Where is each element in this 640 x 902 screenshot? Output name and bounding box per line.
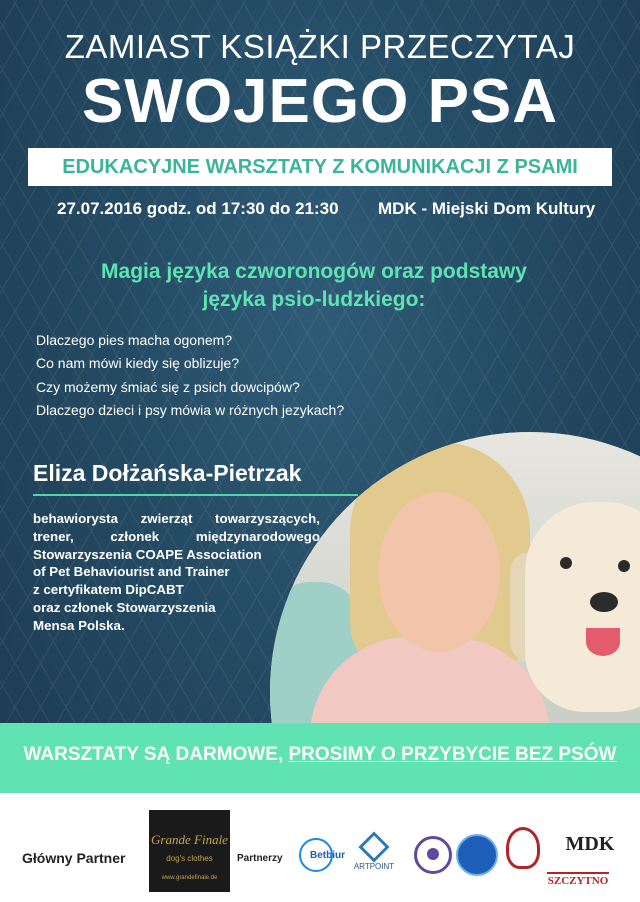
notice-text	[0, 744, 640, 766]
question-item: Dlaczego pies macha ogonem?	[36, 332, 233, 348]
szczytno-logo: SZCZYTNO	[547, 872, 609, 887]
speaker-name: Eliza Dołżańska-Pietrzak	[33, 460, 302, 486]
bio-line: oraz członek Stowarzyszenia	[33, 599, 216, 615]
artpoint-logo: ARTPOINT	[344, 836, 404, 871]
main-partner-tagline: dog's clothes	[166, 854, 213, 863]
main-partner-label: Główny Partner	[22, 850, 126, 866]
topic-heading	[34, 258, 594, 314]
question-item: Czy możemy śmiać się z psich dowcipów?	[36, 378, 300, 395]
notice-part1: WARSZTATY SĄ DARMOWE,	[23, 744, 284, 765]
question-item: Co nam mówi kiedy się oblizuje?	[36, 355, 240, 372]
event-datetime: 27.07.2016 godz. od 17:30 do 21:30	[57, 199, 339, 218]
headline-line1: ZAMIAST KSIĄŻKI PRZECZYTAJ	[64, 28, 576, 65]
notice-part2: PROSIMY O PRZYBYCIE BEZ PSÓW	[288, 744, 617, 765]
event-venue: MDK - Miejski Dom Kultury	[378, 199, 596, 218]
bio-line: z certyfikatem DipCABT	[33, 582, 184, 598]
subtitle-band: EDUKACYJNE WARSZTATY Z KOMUNIKACJI Z PSAMI	[28, 148, 612, 186]
main-partner-name: Grande Finale	[151, 832, 228, 847]
main-partner-url: www.grandefinale.de	[161, 875, 218, 881]
speaker-bio	[33, 510, 320, 635]
question-list	[36, 329, 344, 422]
paw-association-logo	[414, 836, 452, 874]
betbiur-logo: Betbiur	[292, 838, 340, 861]
grande-finale-logo	[149, 810, 230, 892]
partners-label: Partnerzy	[237, 853, 283, 864]
headline-line2: SWOJEGO PSA	[81, 67, 559, 136]
question-item: Dlaczego dzieci i psy mówia w różnych jezykach?	[36, 401, 345, 418]
mdk-logo: MDK	[565, 833, 615, 855]
bio-line: of Pet Behaviourist and Trainer	[33, 564, 230, 580]
name-underline	[33, 494, 358, 496]
bio-line: behawiorysta zwierząt towarzyszących,	[33, 511, 320, 526]
bio-line: Stowarzyszenia COAPE Association	[33, 546, 262, 562]
round-emblem-logo	[456, 834, 498, 876]
bio-line: trener, członek międzynarodowego	[33, 528, 320, 544]
bio-line: Mensa Polska.	[33, 617, 125, 633]
topic-line2: języka psio-ludzkiego:	[202, 288, 426, 311]
deer-emblem-logo	[500, 827, 546, 879]
topic-line1: Magia języka czworonogów oraz podstawy	[101, 260, 527, 283]
